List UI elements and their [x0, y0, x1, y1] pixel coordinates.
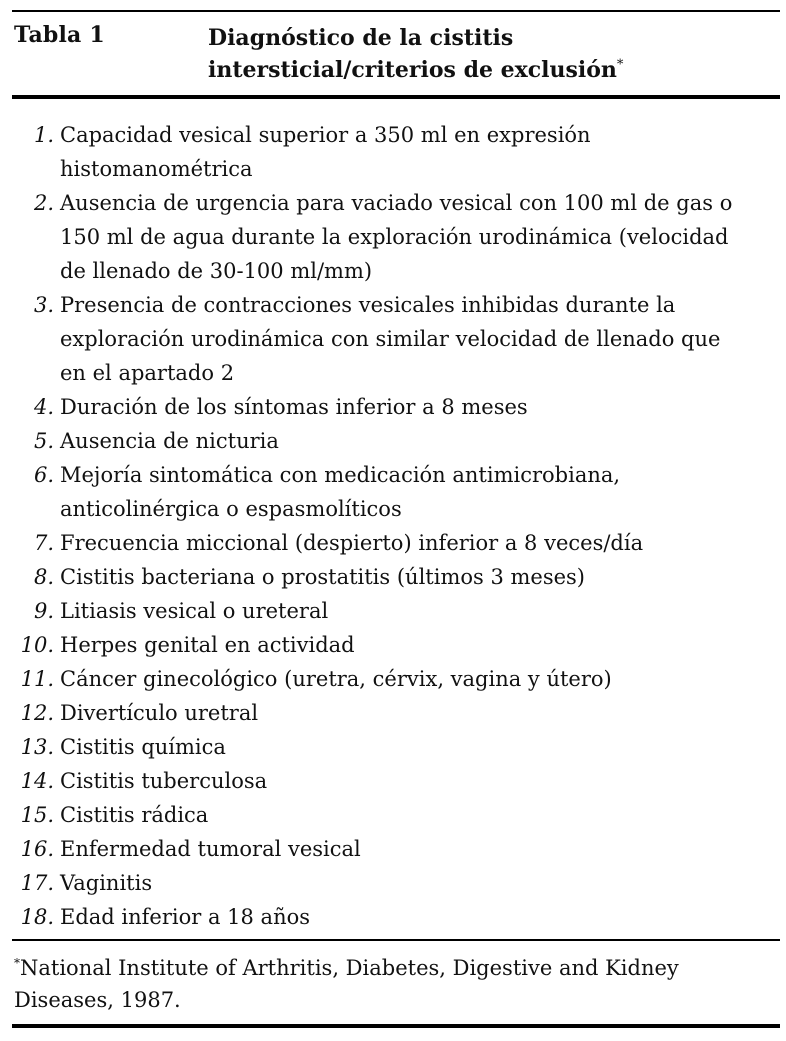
list-item: [0, 900, 786, 934]
item-number: 2.: [33, 191, 54, 215]
item-number: 12.: [20, 701, 54, 725]
footnote-mark: *: [14, 956, 20, 970]
list-item: [0, 560, 786, 594]
list-item: [0, 696, 786, 730]
bottom-rule: [12, 1024, 780, 1028]
exclusion-criteria-list: [0, 118, 786, 934]
item-text: Cistitis tuberculosa: [60, 769, 268, 793]
item-number: 4.: [33, 395, 54, 419]
item-number: 15.: [20, 803, 54, 827]
table-title: [208, 22, 768, 86]
list-item: [0, 832, 786, 866]
item-number: 1.: [33, 123, 54, 147]
footnote-text: National Institute of Arthritis, Diabetes, Digestive and Kidney Diseases, 1987.: [14, 956, 679, 1012]
item-number: 11.: [20, 667, 54, 691]
item-text: Frecuencia miccional (despierto) inferior a 8 veces/día: [60, 531, 644, 555]
list-item: [0, 628, 786, 662]
item-text: Cistitis bacteriana o prostatitis (últimos 3 meses): [60, 565, 585, 589]
item-text: Mejoría sintomática con medicación antimicrobiana, anticolinérgica o espasmolíticos: [60, 463, 621, 521]
item-text: Cistitis rádica: [60, 803, 209, 827]
item-text: Cáncer ginecológico (uretra, cérvix, vagina y útero): [60, 667, 612, 691]
list-item: [0, 424, 786, 458]
footnote-marker: *: [616, 57, 624, 73]
header-rule: [12, 95, 780, 99]
list-item: [0, 390, 786, 424]
table-label: Tabla 1: [14, 22, 105, 48]
list-item: [0, 730, 786, 764]
item-number: 7.: [33, 531, 54, 555]
item-text: Herpes genital en actividad: [60, 633, 355, 657]
item-text: Litiasis vesical o ureteral: [60, 599, 329, 623]
top-rule: [12, 10, 780, 12]
item-text: Presencia de contracciones vesicales inhibidas durante la exploración urodinámica con similar velocidad de llenado que en el apartado 2: [60, 293, 721, 385]
item-number: 9.: [33, 599, 54, 623]
table-title-line-1: Diagnóstico de la cistitis: [208, 25, 514, 51]
item-number: 8.: [33, 565, 54, 589]
list-item: [0, 594, 786, 628]
item-text: Edad inferior a 18 años: [60, 905, 311, 929]
item-number: 6.: [33, 463, 54, 487]
item-number: 17.: [20, 871, 54, 895]
list-item: [0, 866, 786, 900]
item-number: 5.: [33, 429, 54, 453]
table-header: [14, 20, 780, 90]
item-number: 16.: [20, 837, 54, 861]
list-item: [0, 662, 786, 696]
item-text: Duración de los síntomas inferior a 8 meses: [60, 395, 528, 419]
item-text: Ausencia de urgencia para vaciado vesical con 100 ml de gas o 150 ml de agua durante la exploración urodinámica (velocidad de llenado de 30-100 ml/mm): [60, 191, 733, 283]
list-item: [0, 288, 786, 390]
footnote: [14, 952, 754, 1016]
item-number: 14.: [20, 769, 54, 793]
item-number: 13.: [20, 735, 54, 759]
list-item: [0, 118, 786, 186]
item-text: Divertículo uretral: [60, 701, 259, 725]
item-text: Cistitis química: [60, 735, 226, 759]
list-item: [0, 186, 786, 288]
item-text: Capacidad vesical superior a 350 ml en expresión histomanométrica: [60, 123, 591, 181]
item-number: 18.: [20, 905, 54, 929]
list-item: [0, 764, 786, 798]
list-item: [0, 526, 786, 560]
footnote-rule: [12, 939, 780, 941]
item-number: 10.: [20, 633, 54, 657]
table-title-line-2-text: intersticial/criterios de exclusión: [208, 57, 617, 83]
list-item: [0, 798, 786, 832]
item-text: Vaginitis: [60, 871, 153, 895]
table-title-line-2: [208, 54, 768, 86]
item-number: 3.: [33, 293, 54, 317]
item-text: Ausencia de nicturia: [60, 429, 279, 453]
list-item: [0, 458, 786, 526]
item-text: Enfermedad tumoral vesical: [60, 837, 361, 861]
